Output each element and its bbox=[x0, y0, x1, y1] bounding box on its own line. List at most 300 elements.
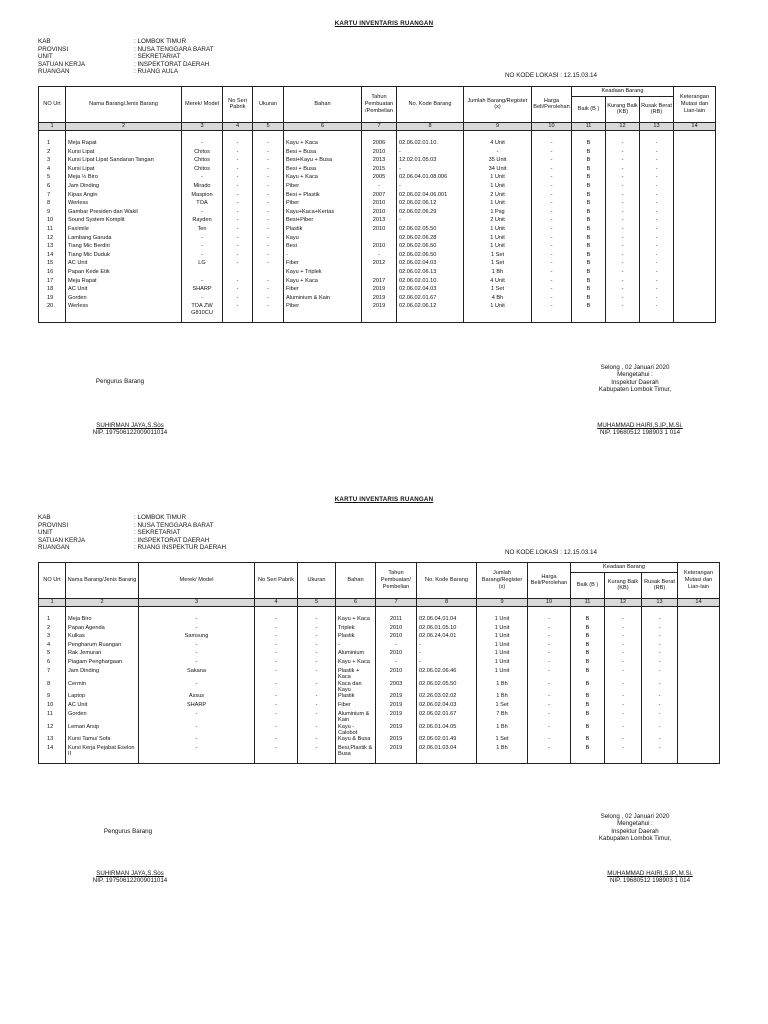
header-label: KAB bbox=[38, 514, 51, 521]
col-number: 11 bbox=[572, 122, 606, 130]
cell-seri: - bbox=[255, 736, 298, 745]
cell-nama: Meja Biro bbox=[66, 616, 139, 625]
cell-baik: B bbox=[572, 140, 606, 149]
cell-merek: - bbox=[139, 650, 255, 659]
cell-kode: - bbox=[397, 217, 464, 226]
cell-no: 12 bbox=[39, 234, 66, 243]
col-header-merek: Merek/ Model bbox=[139, 563, 255, 599]
cell-rusak-berat: - bbox=[640, 277, 674, 286]
cell-baik: B bbox=[572, 157, 606, 166]
cell-kode: - bbox=[417, 659, 477, 668]
cell-seri: - bbox=[255, 667, 298, 680]
cell-merek: Mirado bbox=[182, 183, 223, 192]
col-header-baik: Baik (B ) bbox=[572, 96, 606, 122]
cell-kode: 02.06.02.01.67 bbox=[417, 710, 477, 723]
cell-seri: - bbox=[255, 723, 298, 736]
cell-bahan: Besi bbox=[284, 243, 362, 252]
col-number: 13 bbox=[642, 598, 678, 606]
signature-left-name-block bbox=[60, 422, 200, 437]
cell-kode: 02.06.02.06.50 bbox=[397, 243, 464, 252]
cell-ukuran: - bbox=[298, 723, 336, 736]
header-value: : RUANG INSPEKTUR DAERAH bbox=[134, 544, 227, 552]
table-row bbox=[39, 286, 716, 295]
cell-merek: - bbox=[139, 659, 255, 668]
cell-bahan: Besi,Plastik & Busa bbox=[336, 745, 376, 758]
cell-tahun: - bbox=[376, 659, 417, 668]
cell-jumlah: 1 Unit bbox=[464, 200, 532, 209]
cell-rusak-berat: - bbox=[640, 294, 674, 303]
cell-harga: - bbox=[532, 208, 572, 217]
cell-harga: - bbox=[532, 303, 572, 316]
cell-seri: - bbox=[223, 148, 253, 157]
header-label: SATUAN KERJA bbox=[38, 536, 86, 544]
col-header-tahun: Tahun Pembuatan/ Pembelian bbox=[376, 563, 417, 599]
col-number: 14 bbox=[674, 122, 716, 130]
cell-nama: Piagam Penghargaan bbox=[66, 659, 139, 668]
cell-keterangan bbox=[674, 269, 716, 278]
cell-kurang-baik: - bbox=[605, 745, 642, 758]
cell-seri: - bbox=[255, 650, 298, 659]
col-number: 5 bbox=[253, 122, 284, 130]
cell-tahun: 2005 bbox=[362, 174, 397, 183]
cell-merek: Maspion bbox=[182, 191, 223, 200]
cell-keterangan bbox=[674, 251, 716, 260]
cell-no: 3 bbox=[39, 157, 66, 166]
cell-bahan: Plastik + Kaca bbox=[336, 667, 376, 680]
header-value: : SEKRETARIAT bbox=[134, 529, 181, 537]
col-number: 3 bbox=[182, 122, 223, 130]
cell-nama: Kursi Lipat bbox=[66, 165, 182, 174]
cell-kode: - bbox=[397, 165, 464, 174]
col-number: 10 bbox=[532, 122, 572, 130]
cell-merek: - bbox=[182, 243, 223, 252]
place-date: Selong , 02 Januari 2020 bbox=[600, 813, 670, 820]
col-header-no: NO Urt bbox=[39, 87, 66, 123]
cell-keterangan bbox=[678, 650, 720, 659]
cell-harga: - bbox=[528, 633, 571, 642]
col-header-nama: Nama Barang/Jenis Barang bbox=[66, 87, 182, 123]
cell-kode: 02.06.02.06.46 bbox=[417, 667, 477, 680]
cell-ukuran: - bbox=[298, 624, 336, 633]
cell-keterangan bbox=[678, 736, 720, 745]
cell-jumlah: 1 Unit bbox=[464, 183, 532, 192]
cell-tahun: 2015 bbox=[362, 165, 397, 174]
cell-baik: B bbox=[571, 641, 605, 650]
cell-ukuran: - bbox=[298, 641, 336, 650]
cell-bahan: Kayu + Kaca bbox=[284, 277, 362, 286]
cell-keterangan bbox=[678, 667, 720, 680]
col-header-keterangan: Keterangan Mutasi dan Lian-lain bbox=[674, 87, 716, 123]
signer-nip: NIP. 197506122009011014 bbox=[92, 877, 168, 885]
cell-kode: - bbox=[397, 183, 464, 192]
cell-rusak-berat: - bbox=[640, 140, 674, 149]
cell-tahun: 2012 bbox=[362, 260, 397, 269]
table-row bbox=[39, 745, 720, 758]
cell-ukuran: - bbox=[298, 667, 336, 680]
col-header-ukuran: Ukuran bbox=[298, 563, 336, 599]
col-number: 11 bbox=[571, 598, 605, 606]
signer-name: MUHAMMAD HAIRI,S.IP.,M.Si. bbox=[607, 870, 693, 877]
cell-no: 1 bbox=[39, 140, 66, 149]
cell-harga: - bbox=[528, 641, 571, 650]
cell-keterangan bbox=[678, 616, 720, 625]
header-label: RUANGAN bbox=[38, 68, 70, 76]
cell-jumlah: 1 Bh bbox=[477, 745, 528, 758]
col-header-seri: No Seri Pabrik bbox=[255, 563, 298, 599]
header-value: : INSPEKTORAT DAERAH bbox=[134, 536, 210, 544]
col-number: 8 bbox=[417, 598, 477, 606]
cell-ukuran: - bbox=[298, 616, 336, 625]
cell-ukuran: - bbox=[298, 710, 336, 723]
cell-no: 18 bbox=[39, 286, 66, 295]
cell-no: 15 bbox=[39, 260, 66, 269]
cell-kurang-baik: - bbox=[605, 680, 642, 693]
col-header-keadaan: Keadaan Barang bbox=[572, 87, 674, 97]
cell-nama: Lambang Garuda bbox=[66, 234, 182, 243]
cell-bahan: Fiber bbox=[284, 260, 362, 269]
table-row bbox=[39, 148, 716, 157]
cell-keterangan bbox=[678, 710, 720, 723]
cell-baik: B bbox=[571, 624, 605, 633]
cell-tahun: 2019 bbox=[362, 294, 397, 303]
cell-harga: - bbox=[528, 667, 571, 680]
cell-keterangan bbox=[674, 208, 716, 217]
cell-keterangan bbox=[674, 165, 716, 174]
cell-bahan: Plastik bbox=[336, 633, 376, 642]
table-row bbox=[39, 710, 720, 723]
table-row bbox=[39, 157, 716, 166]
cell-harga: - bbox=[532, 226, 572, 235]
cell-merek: - bbox=[139, 736, 255, 745]
inventory-table bbox=[38, 86, 716, 323]
cell-no: 16 bbox=[39, 269, 66, 278]
cell-kurang-baik: - bbox=[605, 624, 642, 633]
cell-harga: - bbox=[528, 745, 571, 758]
signer-nip: NIP. 197506122009011014 bbox=[92, 429, 168, 437]
cell-kode: 02.06.02.04.03 bbox=[397, 260, 464, 269]
col-number: 12 bbox=[605, 598, 642, 606]
cell-keterangan bbox=[674, 200, 716, 209]
cell-bahan: Kayu + Kaca bbox=[336, 616, 376, 625]
cell-tahun: 2010 bbox=[362, 200, 397, 209]
table-row bbox=[39, 616, 720, 625]
col-number: 1 bbox=[39, 122, 66, 130]
cell-no: 4 bbox=[39, 641, 66, 650]
cell-jumlah: 1 Set bbox=[464, 251, 532, 260]
col-header-no: NO Urt bbox=[39, 563, 66, 599]
cell-bahan: Plastik bbox=[336, 693, 376, 702]
cell-nama: AC Unit bbox=[66, 702, 139, 711]
cell-harga: - bbox=[532, 234, 572, 243]
cell-nama: Laptop bbox=[66, 693, 139, 702]
cell-kode: 02.06.02.06.13 bbox=[397, 269, 464, 278]
cell-rusak-berat: - bbox=[640, 157, 674, 166]
cell-jumlah: 1 Unit bbox=[464, 303, 532, 316]
table-row bbox=[39, 641, 720, 650]
cell-merek: TOA ZW G810CU bbox=[182, 303, 223, 316]
cell-merek: - bbox=[182, 251, 223, 260]
cell-no: 12 bbox=[39, 723, 66, 736]
cell-rusak-berat: - bbox=[642, 641, 678, 650]
col-header-kode: No. Kode Barang bbox=[397, 87, 464, 123]
cell-bahan: Kayu + Kaca bbox=[336, 659, 376, 668]
cell-baik: B bbox=[572, 251, 606, 260]
signature-right-name-block bbox=[560, 870, 740, 885]
col-number: 3 bbox=[139, 598, 255, 606]
signature-right-name-block bbox=[560, 422, 720, 437]
cell-kode: - bbox=[417, 650, 477, 659]
cell-rusak-berat: - bbox=[640, 148, 674, 157]
cell-bahan: Kayu bbox=[284, 234, 362, 243]
cell-harga: - bbox=[528, 624, 571, 633]
cell-bahan: Kayu - Calobot bbox=[336, 723, 376, 736]
header-value: : LOMBOK TIMUR bbox=[134, 38, 187, 45]
cell-merek: Samsung bbox=[139, 633, 255, 642]
cell-jumlah: 1 Bh bbox=[464, 269, 532, 278]
cell-kode: 02.06.02.01.10. bbox=[397, 277, 464, 286]
cell-tahun: 2010 bbox=[376, 650, 417, 659]
cell-merek: - bbox=[182, 277, 223, 286]
cell-keterangan bbox=[674, 234, 716, 243]
cell-nama: Kursi Lipat Lipat Sandaran Tangan bbox=[66, 157, 182, 166]
signer-name: SUHIRMAN JAYA,S.Sos bbox=[96, 422, 164, 429]
cell-kurang-baik: - bbox=[606, 191, 640, 200]
cell-nama: Meja ½ Biro bbox=[66, 174, 182, 183]
cell-ukuran: - bbox=[298, 680, 336, 693]
cell-harga: - bbox=[532, 286, 572, 295]
cell-no: 8 bbox=[39, 680, 66, 693]
cell-seri: - bbox=[255, 680, 298, 693]
col-header-harga: Harga Beli/Perolehan bbox=[528, 563, 571, 599]
cell-tahun: 2007 bbox=[362, 191, 397, 200]
cell-tahun: 2019 bbox=[376, 710, 417, 723]
cell-rusak-berat: - bbox=[640, 208, 674, 217]
cell-nama: Meja Rapat bbox=[66, 277, 182, 286]
pengurus-label: Pengurus Barang bbox=[95, 378, 145, 385]
cell-kode: 02.06.02.04.06.001 bbox=[397, 191, 464, 200]
cell-keterangan bbox=[678, 723, 720, 736]
cell-kurang-baik: - bbox=[605, 667, 642, 680]
cell-rusak-berat: - bbox=[640, 183, 674, 192]
table-row bbox=[39, 294, 716, 303]
cell-baik: B bbox=[571, 616, 605, 625]
cell-keterangan bbox=[678, 641, 720, 650]
col-header-nama: Nama Barang/Jenis Barang bbox=[66, 563, 139, 599]
cell-jumlah: 34 Unit bbox=[464, 165, 532, 174]
cell-rusak-berat: - bbox=[642, 667, 678, 680]
document-title: KARTU INVENTARIS RUANGAN bbox=[334, 496, 434, 503]
cell-harga: - bbox=[528, 702, 571, 711]
cell-baik: B bbox=[571, 680, 605, 693]
cell-harga: - bbox=[532, 183, 572, 192]
col-number: 14 bbox=[678, 598, 720, 606]
col-header-ukuran: Ukuran bbox=[253, 87, 284, 123]
cell-jumlah: - bbox=[464, 148, 532, 157]
cell-seri: - bbox=[223, 251, 253, 260]
cell-ukuran: - bbox=[253, 303, 284, 316]
pengurus-label: Pengurus Barang bbox=[103, 828, 153, 835]
cell-keterangan bbox=[674, 183, 716, 192]
cell-kurang-baik: - bbox=[606, 183, 640, 192]
cell-jumlah: 7 Bh bbox=[477, 710, 528, 723]
cell-rusak-berat: - bbox=[640, 226, 674, 235]
cell-bahan: Triplek bbox=[336, 624, 376, 633]
header-label: SATUAN KERJA bbox=[38, 60, 86, 68]
cell-baik: B bbox=[572, 165, 606, 174]
cell-jumlah: 1 Unit bbox=[477, 616, 528, 625]
cell-rusak-berat: - bbox=[640, 243, 674, 252]
location-code: NO KODE LOKASI : 12.15.03.14 bbox=[505, 549, 598, 556]
cell-harga: - bbox=[528, 736, 571, 745]
cell-rusak-berat: - bbox=[640, 200, 674, 209]
cell-seri: - bbox=[223, 140, 253, 149]
cell-kurang-baik: - bbox=[606, 294, 640, 303]
official-title: Inspektur Daerah bbox=[611, 378, 659, 386]
cell-baik: B bbox=[571, 723, 605, 736]
header-label: PROVINSI bbox=[38, 45, 69, 53]
cell-tahun: 2019 bbox=[362, 286, 397, 295]
cell-kurang-baik: - bbox=[606, 269, 640, 278]
table-row bbox=[39, 667, 720, 680]
cell-jumlah: 1 Unit bbox=[477, 667, 528, 680]
col-number: 6 bbox=[336, 598, 376, 606]
cell-jumlah: 1 Set bbox=[464, 260, 532, 269]
signer-nip: NIP. 19680512 198903 1 014 bbox=[609, 877, 691, 885]
cell-keterangan bbox=[678, 693, 720, 702]
official-title: Inspektur Daerah bbox=[611, 827, 659, 835]
cell-merek: - bbox=[182, 294, 223, 303]
cell-tahun bbox=[362, 234, 397, 243]
cell-keterangan bbox=[674, 294, 716, 303]
official-region: Kabupaten Lombok Timur, bbox=[598, 835, 672, 843]
cell-merek bbox=[182, 269, 223, 278]
col-header-bahan: Bahan bbox=[284, 87, 362, 123]
col-header-kode: No. Kode Barang bbox=[417, 563, 477, 599]
cell-no: 13 bbox=[39, 736, 66, 745]
col-header-jumlah: Jumlah Barang/Register (x) bbox=[464, 87, 532, 123]
cell-merek: - bbox=[139, 641, 255, 650]
cell-merek: - bbox=[139, 616, 255, 625]
cell-harga: - bbox=[528, 680, 571, 693]
col-header-rusak-berat: Rusak Berat (RB) bbox=[642, 572, 678, 598]
cell-baik: B bbox=[571, 710, 605, 723]
cell-bahan: Kayu+Kaca+Kertas bbox=[284, 208, 362, 217]
cell-harga: - bbox=[532, 217, 572, 226]
cell-merek: Chitos bbox=[182, 148, 223, 157]
cell-baik: B bbox=[572, 208, 606, 217]
column-number-row bbox=[39, 598, 720, 606]
table-row bbox=[39, 208, 716, 217]
col-number: 10 bbox=[528, 598, 571, 606]
cell-ukuran bbox=[253, 269, 284, 278]
cell-harga: - bbox=[532, 200, 572, 209]
cell-rusak-berat: - bbox=[640, 217, 674, 226]
cell-ukuran: - bbox=[253, 286, 284, 295]
cell-merek: - bbox=[182, 174, 223, 183]
cell-nama: Tiang Mic Duduk bbox=[66, 251, 182, 260]
cell-seri: - bbox=[223, 286, 253, 295]
cell-bahan: Besi + Busa bbox=[284, 165, 362, 174]
header-info bbox=[38, 514, 226, 552]
cell-jumlah: 1 Set bbox=[477, 702, 528, 711]
cell-jumlah: 1 Bh bbox=[477, 723, 528, 736]
cell-baik: B bbox=[572, 277, 606, 286]
table-row bbox=[39, 251, 716, 260]
cell-rusak-berat: - bbox=[640, 234, 674, 243]
cell-seri: - bbox=[223, 183, 253, 192]
cell-kurang-baik: - bbox=[606, 200, 640, 209]
cell-ukuran: - bbox=[253, 165, 284, 174]
cell-nama: Kursi Kerja Pejabat Eselon II bbox=[66, 745, 139, 758]
cell-nama: Kursi Lipat bbox=[66, 148, 182, 157]
cell-baik: B bbox=[572, 234, 606, 243]
cell-jumlah: 1 Unit bbox=[477, 659, 528, 668]
cell-keterangan bbox=[674, 217, 716, 226]
col-header-kurang-baik: Kurang Baik (KB) bbox=[605, 572, 642, 598]
cell-seri: - bbox=[223, 157, 253, 166]
cell-bahan: Besi+Kayu + Busa bbox=[284, 157, 362, 166]
cell-jumlah: 1 Unit bbox=[464, 174, 532, 183]
cell-no: 13 bbox=[39, 243, 66, 252]
cell-baik: B bbox=[572, 269, 606, 278]
cell-harga: - bbox=[532, 294, 572, 303]
cell-bahan: Aluminium & Kain bbox=[284, 294, 362, 303]
cell-no: 14 bbox=[39, 251, 66, 260]
col-number: 12 bbox=[606, 122, 640, 130]
col-header-merek: Merek/ Model bbox=[182, 87, 223, 123]
col-number: 4 bbox=[223, 122, 253, 130]
cell-nama: Sound System Komplit bbox=[66, 217, 182, 226]
cell-merek: Rayden bbox=[182, 217, 223, 226]
cell-ukuran: - bbox=[253, 200, 284, 209]
cell-rusak-berat: - bbox=[642, 633, 678, 642]
cell-bahan: Kayu + Kaca bbox=[284, 140, 362, 149]
cell-harga: - bbox=[532, 269, 572, 278]
acknowledged-label: Mengetahui : bbox=[617, 820, 653, 828]
cell-seri: - bbox=[255, 745, 298, 758]
cell-rusak-berat: - bbox=[642, 702, 678, 711]
header-value: : RUANG AULA bbox=[134, 68, 179, 76]
cell-tahun: 2010 bbox=[376, 667, 417, 680]
signer-name: MUHAMMAD HAIRI,S.IP.,M.Si. bbox=[597, 422, 683, 429]
cell-bahan: Piber bbox=[284, 200, 362, 209]
cell-nama: AC Unit bbox=[66, 260, 182, 269]
cell-rusak-berat: - bbox=[642, 693, 678, 702]
cell-tahun: 2010 bbox=[362, 243, 397, 252]
cell-tahun: 2006 bbox=[362, 140, 397, 149]
cell-harga: - bbox=[532, 157, 572, 166]
cell-ukuran: - bbox=[298, 633, 336, 642]
header-label: UNIT bbox=[38, 53, 53, 61]
cell-no: 20 bbox=[39, 303, 66, 316]
cell-keterangan bbox=[678, 624, 720, 633]
cell-kode: 02.06.02.04.03 bbox=[417, 702, 477, 711]
cell-kode: 02.06.02.06.12 bbox=[397, 303, 464, 316]
header-label: KAB bbox=[38, 38, 51, 45]
cell-nama: Papan Kede Etik bbox=[66, 269, 182, 278]
cell-kurang-baik: - bbox=[605, 736, 642, 745]
cell-keterangan bbox=[678, 745, 720, 758]
cell-kode: 02.06.01.04.05 bbox=[417, 723, 477, 736]
cell-jumlah: 1 Bh bbox=[477, 693, 528, 702]
cell-kurang-baik: - bbox=[606, 140, 640, 149]
cell-no: 11 bbox=[39, 226, 66, 235]
cell-no: 2 bbox=[39, 148, 66, 157]
cell-no: 7 bbox=[39, 667, 66, 680]
cell-kurang-baik: - bbox=[606, 286, 640, 295]
cell-baik: B bbox=[572, 260, 606, 269]
col-number: 8 bbox=[397, 122, 464, 130]
